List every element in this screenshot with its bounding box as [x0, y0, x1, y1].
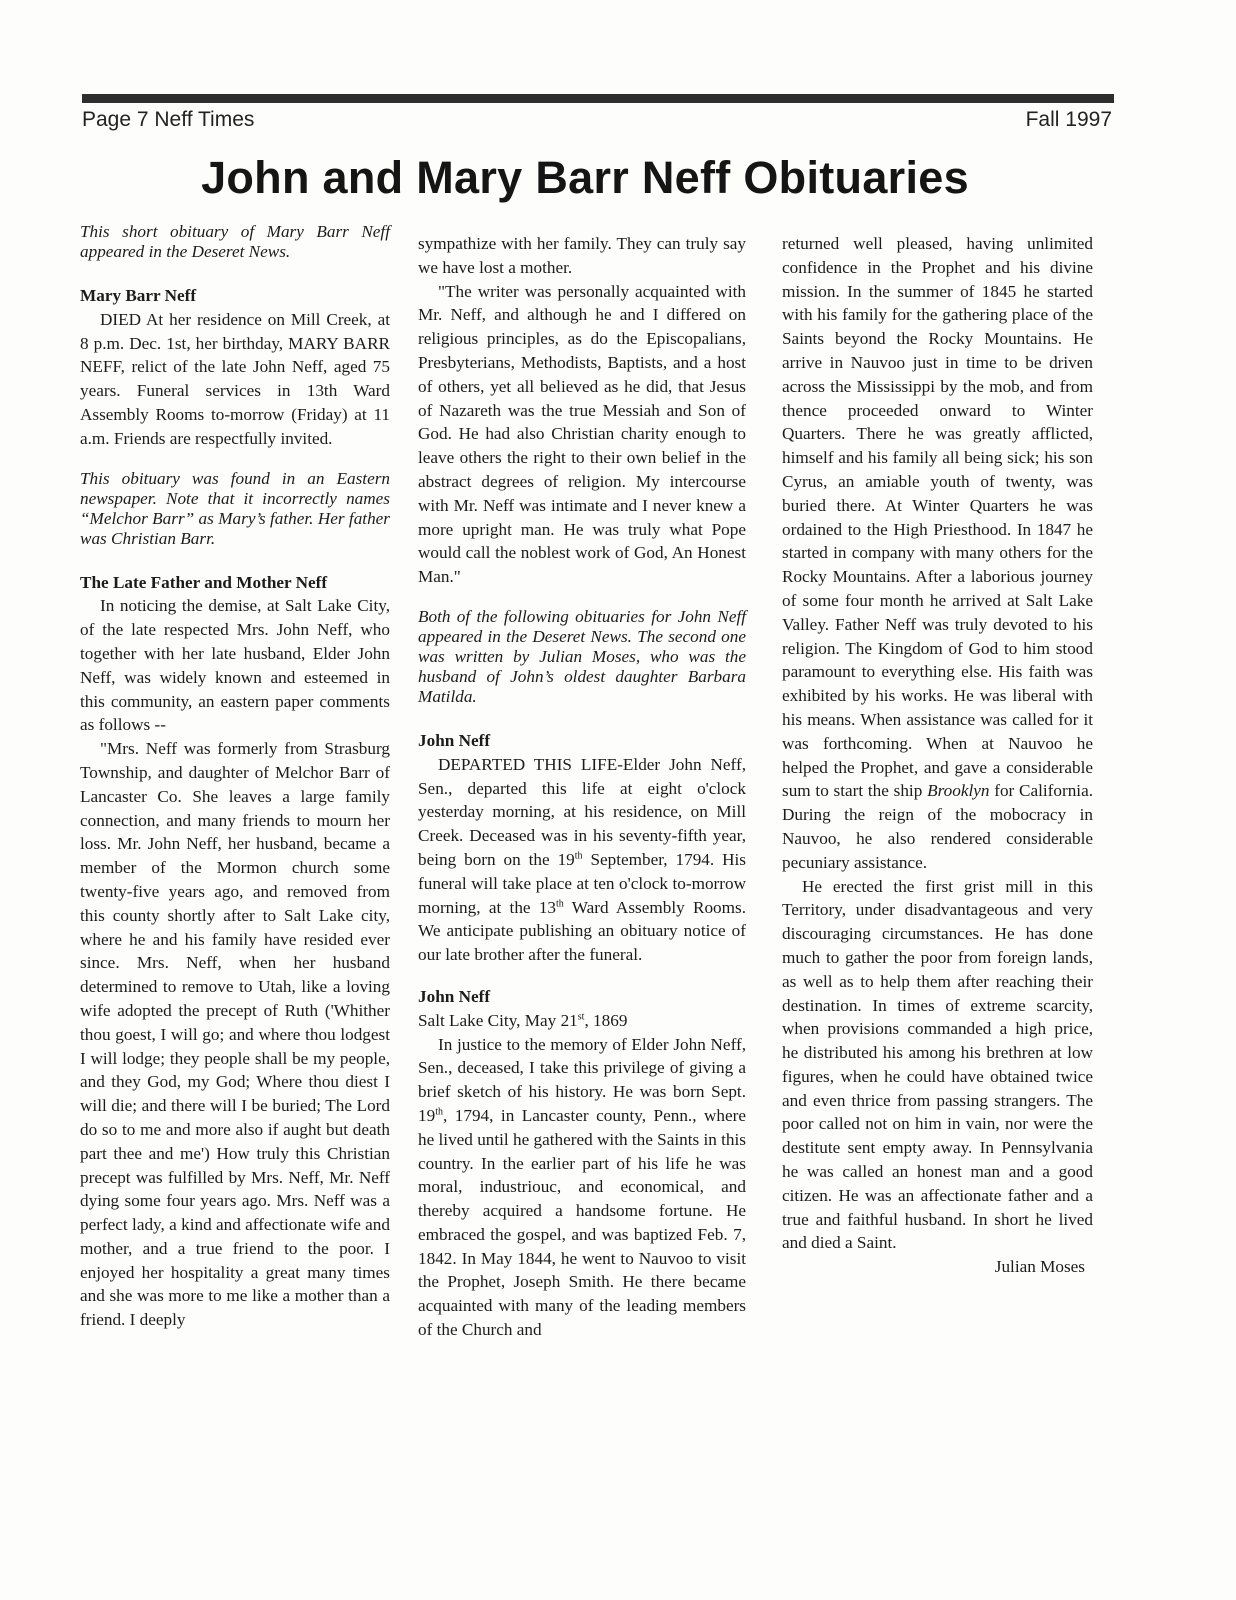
editor-note: Both of the following obituaries for John Neff appeared in the Deseret News. The second one was written by Julian Moses, who was the husband of John’s oldest daughter Barbara Matilda.: [418, 606, 746, 706]
issue-date: Fall 1997: [1025, 108, 1112, 131]
article-paragraph: In noticing the demise, at Salt Lake City, of the late respected Mrs. John Neff, who together with her late husband, Elder John Neff, was widely known and esteemed in this community, an eastern paper comments as follows --: [80, 596, 390, 735]
article-heading: The Late Father and Mother Neff: [80, 572, 328, 592]
text-span: Salt Lake City, May 21: [418, 1010, 578, 1030]
superscript: st: [577, 1010, 585, 1022]
text-span: returned well pleased, having unlimited confidence in the Prophet and his divine mission. In the summer of 1845 he started with his family for the gathering place of the Saints beyond the Rocky Mountains. He arrive in Nauvoo just in time to be driven across the Mississippi by the mob, and from thence proceeded onward to Winter Quarters. There he was greatly afflicted, himself and his family all being sick; his son Cyrus, an amiable youth of twenty, was buried there. At Winter Quarters he was ordained to the High Priesthood. In 1847 he started in company with many others for the Rocky Mountains. After a laborious journey of some four month he arrived at Salt Lake Valley. Father Neff was truly devoted to his religion. The Kingdom of God to him stood paramount to everything else. His faith was exhibited by his works. He was liberal with his means. When assistance was called for it was forthcoming. When at Nauvoo he helped the Prophet, and gave a considerable sum to start the ship: [782, 234, 1093, 801]
article-paragraph: "The writer was personally acquainted with Mr. Neff, and although he and I differed on religious principles, as do the Episcopalians, Presbyterians, Methodists, Baptists, and a host of others, yet all believed as he did, that Jesus of Nazareth was the true Messiah and Son of God. He had also Christian charity enough to leave others the right to their own belief in the abstract degrees of religion. My intercourse with Mr. Neff was intimate and I never knew a more upright man. He was truly what Pope would call the noblest work of God, An Honest Man.": [418, 281, 746, 587]
article-paragraph: [418, 1033, 746, 1342]
superscript: th: [574, 850, 583, 862]
article-paragraph: [418, 753, 746, 967]
article-paragraph: [782, 232, 1093, 875]
page-title: John and Mary Barr Neff Obituaries: [201, 152, 969, 203]
signature: Julian Moses: [994, 1257, 1085, 1277]
article-heading: John Neff: [418, 730, 491, 750]
article-paragraph: "Mrs. Neff was formerly from Strasburg Township, and daughter of Melchor Barr of Lancaster Co. She leaves a large family connection, and many friends to mourn her loss. Mr. John Neff, her husband, became a member of the Mormon church some twenty-five years ago, and removed from this county shortly after to Salt Lake city, where he and his family have resided ever since. Mrs. Neff, when her husband determined to remove to Utah, like a loving wife adopted the precept of Ruth ('Whither thou goest, I will go; and where thou lodgest I will lodge; they people shall be my people, and they God, my God; Where thou diest I will die; and there will I be buried; The Lord do so to me and more also if aught but death part thee and me') How truly this Christian precept was fulfilled by Mrs. Neff, Mr. Neff dying some four years ago. Mrs. Neff was a perfect lady, a kind and affectionate wife and mother, and a true friend to the poor. I enjoyed her hospitality a great many times and she was more to me like a mother than a friend. I deeply: [80, 739, 390, 1330]
text-span: Ward Assembly Rooms. We anticipate publishing an obituary notice of our late brother after the funeral.: [418, 897, 746, 965]
text-span: DEPARTED THIS LIFE-Elder John Neff, Sen., departed this life at eight o'clock yesterday morning, at his residence, on Mill Creek. Deceased was in his seventy-fifth year, being born on the 19: [418, 754, 746, 869]
column-3: [782, 232, 1093, 1279]
text-span: , 1794, in Lancaster county, Penn., where he lived until he gathered with the Saints in this country. In the earlier part of his life he was moral, industriouc, and economical, and thereby acquired a handsome fortune. He embraced the gospel, and was baptized Feb. 7, 1842. In May 1844, he went to Nauvoo to visit the Prophet, Joseph Smith. He there became acquainted with many of the leading members of the Church and: [418, 1105, 746, 1340]
article-paragraph: He erected the first grist mill in this Territory, under disadvantageous and very discouraging circumstances. He has done much to gather the poor from foreign lands, as well as to help them after reaching their destination. In times of extreme scarcity, when provisions commanded a high price, he distributed his among his brethren at low figures, when he could have obtained twice and even thrice from passing strangers. The poor called not on him in vain, nor were the destitute sent empty away. In Pennsylvania he was called an honest man and a good citizen. He was an affectionate father and a true and faithful husband. In short he lived and died a Saint.: [782, 876, 1093, 1253]
superscript: th: [556, 897, 564, 909]
text-span: In justice to the memory of Elder John Neff, Sen., deceased, I take this privilege of giving a brief sketch of his history. He was born Sept. 19: [418, 1034, 746, 1125]
editor-note: This obituary was found in an Eastern newspaper. Note that it incorrectly names “Melchor Barr” as Mary’s father. Her father was Christian Barr.: [80, 468, 390, 548]
ship-name: Brooklyn: [927, 781, 990, 801]
dateline: [418, 1009, 746, 1033]
article-heading: Mary Barr Neff: [80, 286, 197, 305]
superscript: th: [435, 1106, 443, 1118]
column-1: [80, 222, 390, 1332]
header-rule: [82, 94, 1114, 103]
article-paragraph: sympathize with her family. They can truly say we have lost a mother.: [418, 234, 746, 277]
column-2: [418, 232, 746, 1342]
text-span: , 1869: [584, 1010, 628, 1030]
page-label: Page 7 Neff Times: [82, 108, 255, 131]
editor-note: This short obituary of Mary Barr Neff appeared in the Deseret News.: [80, 222, 390, 261]
text-span: for California. During the reign of the mobocracy in Nauvoo, he also rendered considerable pecuniary assistance.: [782, 781, 1093, 872]
article-heading: John Neff: [418, 986, 491, 1006]
article-paragraph: DIED At her residence on Mill Creek, at 8 p.m. Dec. 1st, her birthday, MARY BARR NEFF, relict of the late John Neff, aged 75 years. Funeral services in 13th Ward Assembly Rooms to-morrow (Friday) at 11 a.m. Friends are respectfully invited.: [80, 309, 390, 448]
text-span: September, 1794. His funeral will take place at ten o'clock to-morrow morning, at the 13: [418, 849, 746, 917]
